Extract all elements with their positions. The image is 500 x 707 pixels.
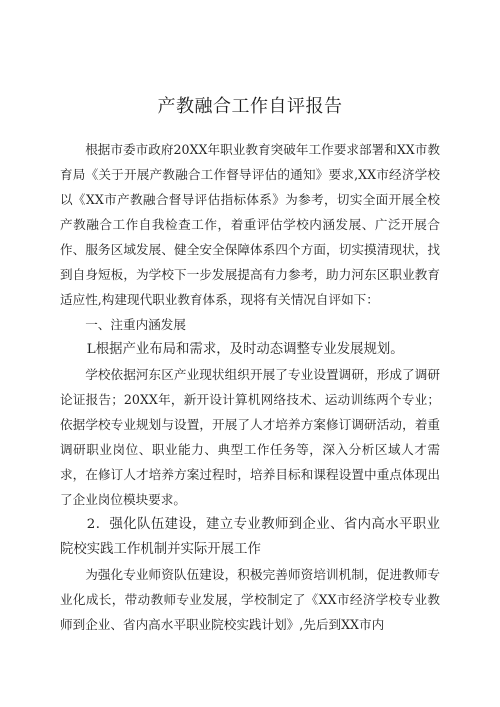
intro-paragraph: 根据市委市政府20XX年职业教育突破年工作要求部署和XX市教育局《关于开展产教融合工作督导评估的通知》要求,XX市经济学校以《XX市产教融合督导评估指标体系》为参考，切实全面开展全校产教融合工作自我检查工作，着重评估学校内涵发展、广泛开展合作、服务区域发展、健全安全保障体系四个方面，切实摸清现状，找到自身短板，为学校下一步发展提高有力参考，助力河东区职业教育适应性,构建现代职业教育体系，现将有关情况自评如下：	[60, 142, 440, 307]
subheading-2: 2．强化队伍建设，建立专业教师到企业、省内高水平职业院校实践工作机制并实际开展工作	[60, 517, 440, 557]
body-paragraph-1: 学校依据河东区产业现状组织开展了专业设置调研，形成了调研论证报告；20XX年，新开设计算机网络技术、运动训练两个专业；依据学校专业规划与设置，开展了人才培养方案修订调研活动，着重调研职业岗位、职业能力、典型工作任务等，深入分析区域人才需求，在修订人才培养方案过程时，培养目标和课程设置中重点体现出了企业岗位模块要求。	[60, 367, 440, 507]
document-body	[60, 137, 440, 637]
document-title: 产教融合工作自评报告	[157, 96, 343, 117]
section-heading-1: 一、注重内涵发展	[85, 317, 186, 332]
body-paragraph-2: 为强化专业师资队伍建设，积极完善师资培训机制，促进教师专业化成长，带动教师专业发展，学校制定了《XX市经济学校专业教师到企业、省内高水平职业院校实践计划》,先后到XX市内	[60, 567, 440, 632]
subheading-1: L根据产业布局和需求，及时动态调整专业发展规划。	[86, 342, 404, 357]
